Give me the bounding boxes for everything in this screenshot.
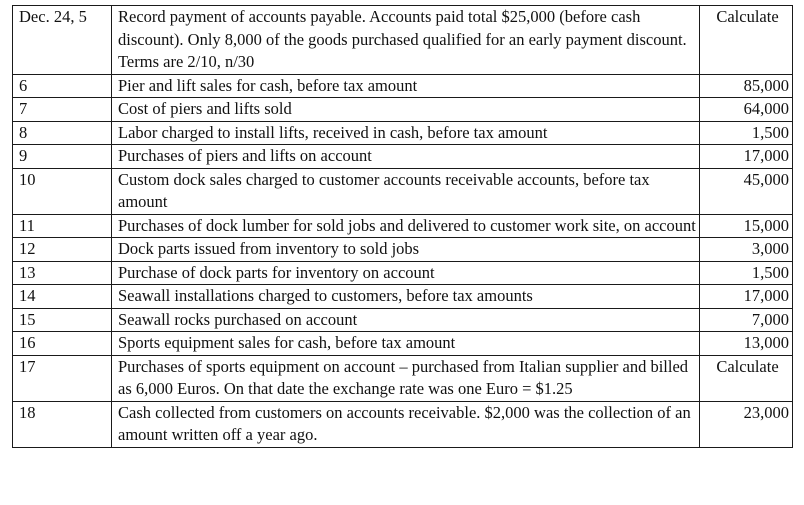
row-amount: 17,000 [700,285,793,309]
row-amount: 3,000 [700,238,793,262]
row-description: Seawall rocks purchased on account [112,308,700,332]
row-description: Cash collected from customers on accounts receivable. $2,000 was the collection of an amount written off a year ago. [112,401,700,447]
transactions-table [12,5,793,448]
row-description: Cost of piers and lifts sold [112,98,700,122]
row-description: Custom dock sales charged to customer accounts receivable accounts, before tax amount [112,168,700,214]
row-description: Purchases of dock lumber for sold jobs and delivered to customer work site, on account [112,214,700,238]
row-description: Purchases of piers and lifts on account [112,145,700,169]
row-date: 7 [13,98,112,122]
table-row [13,74,793,98]
row-amount: 13,000 [700,332,793,356]
row-amount: 7,000 [700,308,793,332]
row-amount: 45,000 [700,168,793,214]
row-date: 8 [13,121,112,145]
table-row [13,6,793,75]
transactions-table-wrapper [12,5,793,448]
row-date: 10 [13,168,112,214]
row-date: 6 [13,74,112,98]
row-date: 11 [13,214,112,238]
row-date: 17 [13,355,112,401]
table-row [13,238,793,262]
row-date: 18 [13,401,112,447]
row-description: Pier and lift sales for cash, before tax amount [112,74,700,98]
table-row [13,332,793,356]
row-description: Record payment of accounts payable. Accounts paid total $25,000 (before cash discount). Only 8,000 of the goods purchased qualified for an early payment discount. Terms are 2/10, n/30 [112,6,700,75]
row-date: 15 [13,308,112,332]
row-amount: Calculate [700,6,793,75]
row-date: 9 [13,145,112,169]
table-row [13,285,793,309]
row-date: Dec. 24, 5 [13,6,112,75]
table-row [13,98,793,122]
row-description: Purchases of sports equipment on account – purchased from Italian supplier and billed as 6,000 Euros. On that date the exchange rate was one Euro = $1.25 [112,355,700,401]
row-amount: 85,000 [700,74,793,98]
row-amount: 17,000 [700,145,793,169]
row-description: Seawall installations charged to customers, before tax amounts [112,285,700,309]
row-description: Purchase of dock parts for inventory on account [112,261,700,285]
table-row [13,214,793,238]
row-date: 13 [13,261,112,285]
row-amount: 1,500 [700,121,793,145]
row-description: Dock parts issued from inventory to sold jobs [112,238,700,262]
table-row [13,401,793,447]
row-amount: 1,500 [700,261,793,285]
table-row [13,121,793,145]
row-amount: Calculate [700,355,793,401]
row-amount: 64,000 [700,98,793,122]
row-date: 12 [13,238,112,262]
row-description: Sports equipment sales for cash, before tax amount [112,332,700,356]
table-row [13,308,793,332]
row-amount: 15,000 [700,214,793,238]
table-row [13,261,793,285]
row-description: Labor charged to install lifts, received in cash, before tax amount [112,121,700,145]
table-row [13,168,793,214]
table-row [13,355,793,401]
table-row [13,145,793,169]
row-amount: 23,000 [700,401,793,447]
row-date: 16 [13,332,112,356]
row-date: 14 [13,285,112,309]
